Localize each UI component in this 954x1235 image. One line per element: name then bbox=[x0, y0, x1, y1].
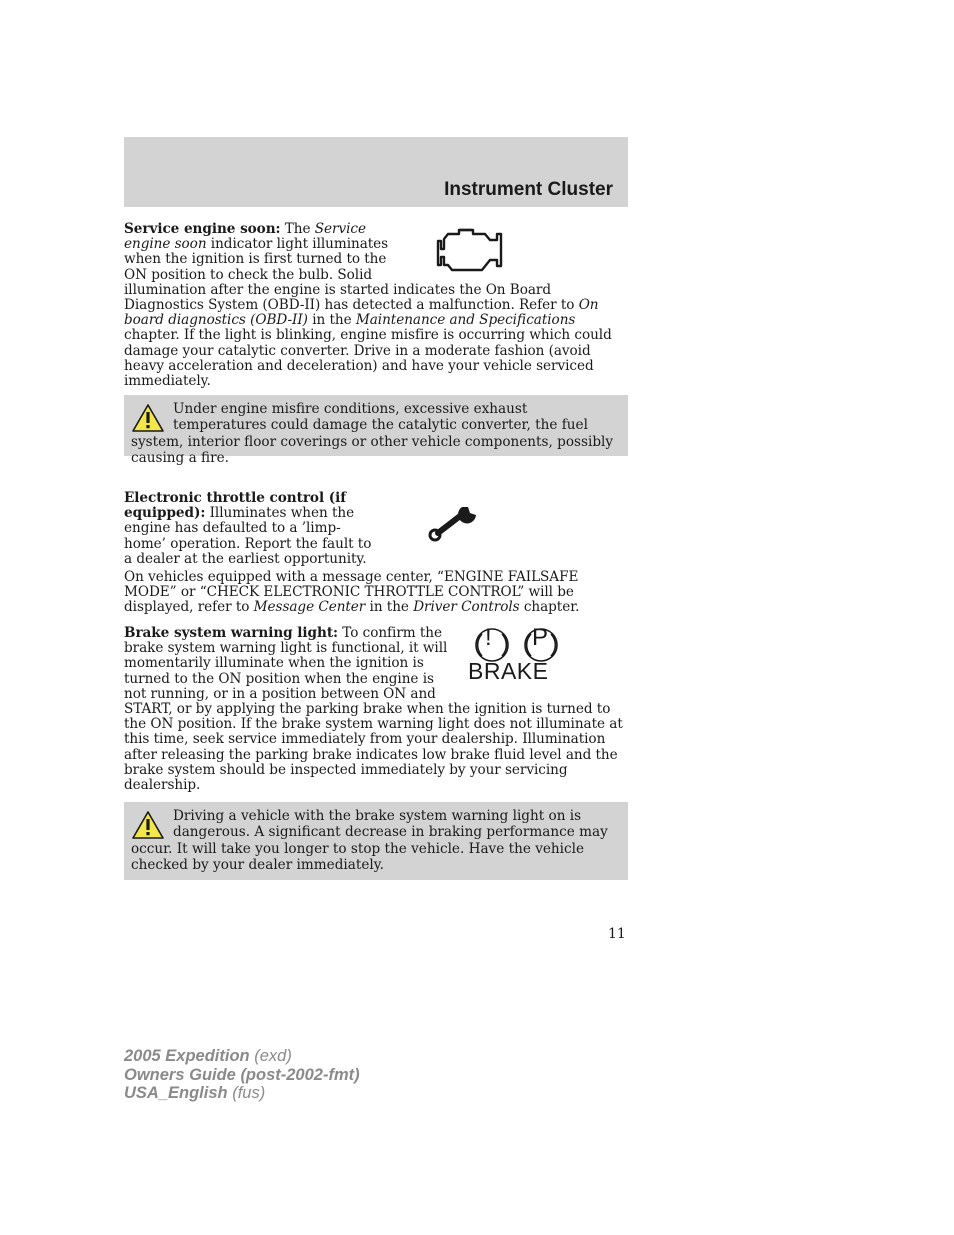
brake-label: BRAKE bbox=[468, 658, 549, 684]
footer-code: (exd) bbox=[249, 1047, 292, 1065]
brake-parking-letter: P bbox=[532, 624, 548, 651]
brake-warning-icon bbox=[448, 626, 568, 690]
warning-triangle-icon bbox=[131, 403, 165, 433]
message-center-reference: Message Center bbox=[253, 599, 366, 616]
service-engine-italic: Service engine soon bbox=[124, 221, 366, 253]
service-engine-heading: Service engine soon: bbox=[124, 221, 281, 237]
service-engine-text: indicator light illuminates when the ignition is first turned to the ON position to check the bulb. Solid illumination after the engine is started indicates the On Board Diagnostics System (OBD-II) has detected a malfunction. Refer to bbox=[124, 236, 579, 314]
brake-section bbox=[124, 626, 628, 793]
warning-text: Under engine misfire conditions, excessive exhaust temperatures could damage the catalytic converter, the fuel system, interior floor coverings or other vehicle components, possibly causing a fire. bbox=[131, 401, 614, 466]
footer-lang-code: (fus) bbox=[227, 1084, 266, 1102]
maintenance-reference: Maintenance and Specifications bbox=[355, 312, 576, 329]
warning-box-misfire bbox=[124, 395, 628, 466]
service-engine-text: The bbox=[280, 221, 315, 237]
throttle-text: in the bbox=[365, 599, 414, 616]
throttle-paragraph bbox=[124, 570, 628, 616]
warning-triangle-icon bbox=[131, 810, 165, 840]
service-engine-section bbox=[124, 222, 628, 389]
brake-text: To confirm the brake system warning light is functional, it will momentarily illuminate when the ignition is turned to the ON position when the engine is not running, or in a position between ON and START, or by applying the parking brake when the ignition is turned to the ON position. If the brake system warning light does not illuminate at this time, seek service immediately from your dealership. Illumination after releasing the parking brake indicates low brake fluid level and the brake system should be inspected immediately by your servicing dealership. bbox=[124, 625, 623, 794]
section-title: Instrument Cluster bbox=[444, 179, 613, 200]
throttle-text: chapter. bbox=[519, 599, 580, 616]
footer-language: USA_English bbox=[124, 1084, 228, 1102]
throttle-text: Illuminates when the engine has defaulted to a ’limp-home’ operation. Report the fault to a dealer at the earliest opportunity. bbox=[124, 505, 372, 567]
service-engine-text: chapter. If the light is blinking, engine misfire is occurring which could damage your catalytic converter. Drive in a moderate fashion (avoid heavy acceleration and deceleration) and have your vehicle serviced immediately. bbox=[124, 327, 612, 390]
footer-model: 2005 Expedition bbox=[124, 1047, 250, 1065]
page-number: 11 bbox=[608, 926, 626, 942]
driver-controls-reference: Driver Controls bbox=[413, 599, 520, 616]
service-engine-text: in the bbox=[307, 312, 356, 329]
brake-heading: Brake system warning light: bbox=[124, 625, 339, 641]
footer-guide: Owners Guide (post-2002-fmt) bbox=[124, 1065, 360, 1084]
warning-box-brake bbox=[124, 802, 628, 880]
footer-line-1 bbox=[124, 1047, 360, 1066]
throttle-heading: Electronic throttle control (if equipped): bbox=[124, 490, 347, 522]
footer-line-3 bbox=[124, 1084, 360, 1103]
footer-line-2 bbox=[124, 1066, 360, 1085]
throttle-section bbox=[124, 491, 628, 616]
throttle-text: On vehicles equipped with a message center, “ENGINE FAILSAFE MODE” or “CHECK ELECTRONIC THROTTLE CONTROL” will be displayed, refer to bbox=[124, 569, 579, 616]
engine-icon bbox=[408, 220, 568, 278]
warning-text: Driving a vehicle with the brake system warning light on is dangerous. A significant decrease in braking performance may occur. It will take you longer to stop the vehicle. Have the vehicle checked by your dealer immediately. bbox=[131, 808, 608, 873]
brake-exclamation: ! bbox=[485, 624, 492, 651]
document-footer bbox=[124, 1047, 360, 1103]
obd-reference: On board diagnostics (OBD-II) bbox=[124, 297, 599, 329]
section-header bbox=[124, 137, 628, 207]
wrench-icon bbox=[378, 491, 538, 543]
